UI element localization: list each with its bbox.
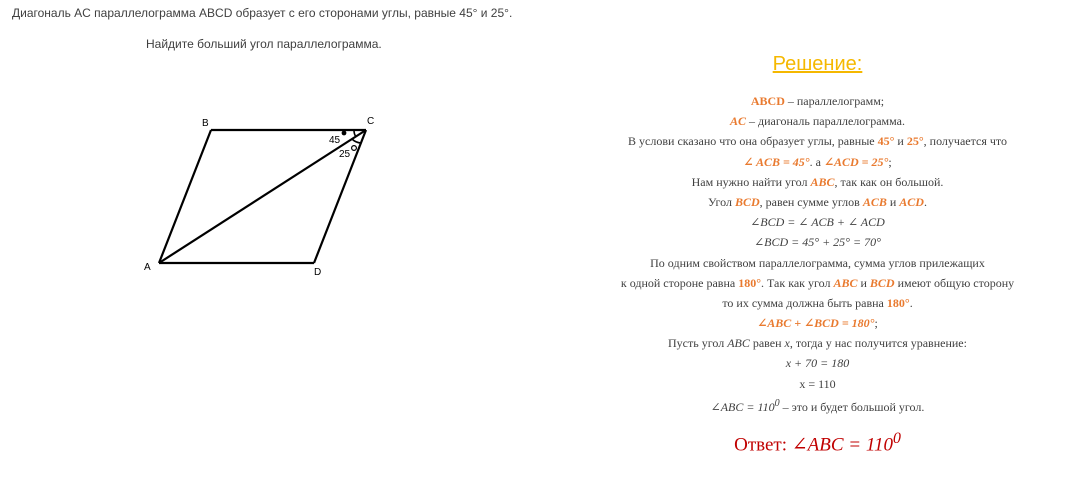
- result-expression: ∠ABC = 110: [710, 399, 775, 414]
- solution-line-6: [560, 192, 1075, 212]
- text: В услови сказано что она образует углы, равные: [628, 134, 878, 149]
- sum-equation: ∠ABC + ∠BCD = 180°: [757, 316, 875, 331]
- text: , получается что: [923, 134, 1007, 149]
- answer: [560, 426, 1075, 456]
- text: ;: [874, 316, 878, 331]
- solution-line-5: [560, 172, 1075, 192]
- text: , тогда у нас получится уравнение:: [789, 336, 967, 351]
- term-acb: ACB: [862, 194, 887, 209]
- solution-line-14: x + 70 = 180: [785, 356, 850, 371]
- value-180: 180°: [738, 275, 762, 290]
- solution-line-1: [560, 91, 1075, 111]
- text: Угол: [708, 194, 735, 209]
- term-bcd: BCD: [869, 275, 895, 290]
- term-abc: ABC: [727, 336, 750, 351]
- angle-label-acd: 25: [339, 149, 351, 160]
- text: .: [923, 194, 927, 209]
- text: имеют общую сторону: [894, 275, 1015, 290]
- angle-mark-acb: [342, 131, 347, 136]
- term-abc: ABC: [810, 174, 835, 189]
- angle-mark-acd: [352, 146, 357, 151]
- vertex-label-b: B: [202, 118, 209, 129]
- text: и: [894, 134, 907, 149]
- vertex-label-d: D: [314, 267, 322, 278]
- solution-line-10: [560, 273, 1075, 293]
- vertex-label-c: C: [367, 116, 375, 127]
- angle-acd-value: ∠ACD = 25°: [823, 154, 889, 169]
- value-25: 25°: [906, 134, 924, 149]
- text: – это и будет большой угол.: [779, 399, 925, 414]
- text: то их сумма должна быть равна: [722, 295, 887, 310]
- term-abcd: ABCD: [750, 94, 785, 108]
- text: и: [886, 194, 900, 209]
- solution-line-3: [560, 131, 1075, 151]
- angle-arc-acd: [352, 139, 361, 143]
- solution-line-16: [560, 394, 1075, 414]
- solution-line-2: [560, 111, 1075, 131]
- text: , равен сумме углов: [759, 194, 863, 209]
- solution-line-9: По одним свойством параллелограмма, сумма углов прилежащих: [650, 255, 985, 270]
- solution-line-13: [560, 333, 1075, 353]
- parallelogram-figure: [130, 105, 390, 285]
- problem-question: Найдите больший угол параллелограмма.: [146, 37, 382, 51]
- text: равен: [749, 336, 785, 351]
- value-45: 45°: [877, 134, 895, 149]
- text: Нам нужно найти угол: [691, 174, 811, 189]
- solution-line-11: [560, 293, 1075, 313]
- text: – параллелограмм;: [784, 94, 885, 108]
- side-ab: [159, 130, 211, 263]
- answer-superscript: 0: [892, 430, 901, 447]
- solution-block: [560, 50, 1075, 456]
- text: и: [857, 275, 870, 290]
- variable-x: x: [784, 336, 790, 351]
- term-bcd: BCD: [734, 194, 760, 209]
- solution-title: Решение:: [772, 53, 863, 75]
- result-superscript: 0: [774, 397, 780, 409]
- term-acd: ACD: [899, 194, 924, 209]
- text: , так как он большой.: [834, 174, 944, 189]
- solution-line-8: ∠BCD = 45° + 25° = 70°: [754, 235, 881, 250]
- vertex-label-a: A: [144, 262, 151, 273]
- problem-statement: Диагональ AC параллелограмма ABCD образует с его сторонами углы, равные 45° и 25°.: [12, 6, 513, 20]
- text: ;: [888, 154, 892, 169]
- solution-line-15: x = 110: [799, 376, 836, 391]
- text: . а: [809, 154, 824, 169]
- text: .: [909, 295, 913, 310]
- text: – диагональ параллелограмма.: [746, 114, 905, 129]
- diagonal-ac: [159, 130, 366, 263]
- text: . Так как угол: [761, 275, 834, 290]
- term-abc: ABC: [833, 275, 858, 290]
- answer-expression: ∠ABC = 110: [791, 434, 893, 456]
- text: к одной стороне равна: [620, 275, 739, 290]
- text: Пусть угол: [668, 336, 728, 351]
- answer-label: Ответ:: [734, 434, 792, 456]
- solution-line-7: ∠BCD = ∠ ACB + ∠ ACD: [750, 215, 885, 230]
- angle-acb-value: ∠ ACB = 45°: [743, 154, 810, 169]
- solution-line-12: [560, 313, 1075, 333]
- solution-line-4: [560, 152, 1075, 172]
- term-ac: AC: [730, 114, 747, 129]
- value-180: 180°: [886, 295, 910, 310]
- angle-label-acb: 45: [329, 135, 341, 146]
